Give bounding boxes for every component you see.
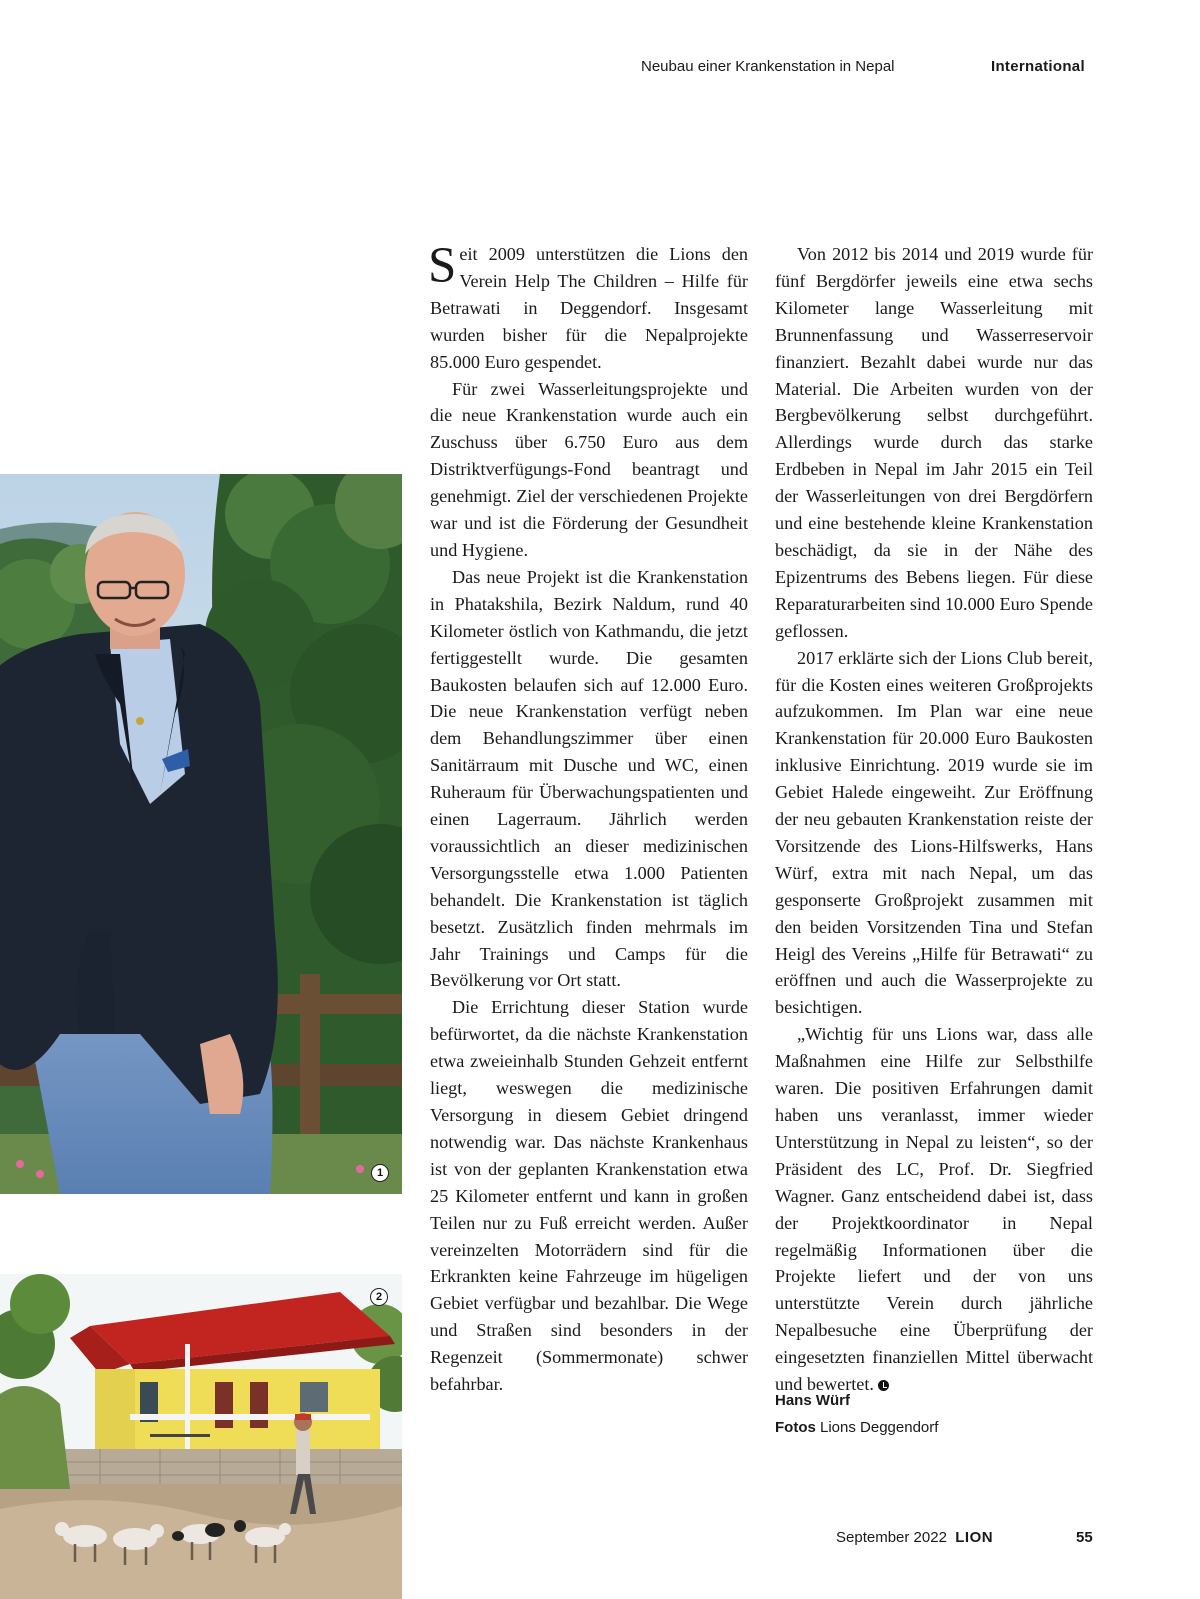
issue-date: September 2022 <box>836 1529 947 1546</box>
article-paragraph: „Wichtig für uns Lions war, dass alle Maßnahmen eine Hilfe zur Selbsthilfe waren. Die positiven Erfahrungen damit haben uns veranlasst, immer wieder Unterstützung in Nepal zu leisten“, so der Präsident des LC, Prof. Dr. Siegfried Wagner. Ganz entscheidend dabei ist, dass der Projektkoordinator in Nepal regelmäßig Informationen über die Projekte liefert und der von uns unterstützte Verein durch jährliche Nepalbesuche eine Überprüfung der eingesetzten finanziellen Mittel überwacht und bewertet. <box>775 1024 1093 1395</box>
page-number: 55 <box>1076 1529 1093 1546</box>
page-footer <box>0 1529 1200 1549</box>
article-paragraph: Seit 2009 unterstützen die Lions den Verein Help The Children – Hilfe für Betrawati in Deggendorf. Insgesamt wurden bisher für die Nepalprojekte 85.000 Euro gespendet. <box>428 238 748 372</box>
running-header <box>0 58 1200 80</box>
photo-badge-2: 2 <box>370 1288 388 1306</box>
article-paragraph: 2017 erklärte sich der Lions Club bereit, für die Kosten eines weiteren Großprojekts aufzukommen. Im Plan war eine neue Krankenstation für 20.000 Euro Baukosten inklusive Einrichtung. 2019 wurde sie im Gebiet Halede eingeweiht. Zur Eröffnung der neu gebauten Krankenstation reiste der Vorsitzende des Lions-Hilfswerks, Hans Würf, extra mit nach Nepal, um das gesponserte Großprojekt zusammen mit den beiden Vorsitzenden Tina und Stefan Heigl des Vereins „Hilfe für Betrawati“ zu eröffnen und auch die Wasserprojekte zu besichtigen. <box>775 647 1093 1018</box>
photo-health-station <box>0 1274 402 1599</box>
photo-credit-label: Fotos <box>775 1419 816 1436</box>
article-paragraph: Das neue Projekt ist die Krankenstation in Phatakshila, Bezirk Naldum, rund 40 Kilometer östlich von Kathmandu, die jetzt fertiggestellt wurde. Die gesamten Baukosten belaufen sich auf 12.000 Euro. Die neue Krankenstation verfügt neben dem Behandlungszimmer über einen Sanitärraum mit Dusche und WC, einen Ruheraum für Überwachungspatienten und einen Lagerraum. Jährlich werden voraussichtlich an dieser medizinischen Versorgungsstelle etwa 1.000 Patienten behandelt. Die Krankenstation ist täglich besetzt. Zusätzlich finden mehrmals im Jahr Trainings und Camps für die Bevölkerung vor Ort statt. <box>430 566 748 991</box>
article-paragraph: Von 2012 bis 2014 und 2019 wurde für fünf Bergdörfer jeweils eine etwa sechs Kilometer lange Wasserleitung mit Brunnenfassung und Wasserreservoir finanziert. Bezahlt dabei wurde nur das Material. Die Arbeiten wurden von der Bergbevölkerung selbst durchgeführt. Allerdings wurde durch das starke Erdbeben in Nepal im Jahr 2015 ein Teil der Wasserleitungen von drei Bergdörfern und eine bestehende kleine Krankenstation beschädigt, da sie in der Nähe des Epizentrums des Bebens liegen. Für diese Reparaturarbeiten sind 10.000 Euro Spende geflossen. <box>775 244 1093 641</box>
magazine-name: LION <box>955 1529 994 1546</box>
issue-info <box>836 1529 993 1546</box>
photo-portrait <box>0 474 402 1194</box>
photo-credit-source: Lions Deggendorf <box>820 1419 939 1436</box>
article-column-1 <box>428 238 748 1398</box>
article-paragraph: Für zwei Wasserleitungsprojekte und die neue Krankenstation wurde auch ein Zuschuss über 6.750 Euro aus dem Distriktverfügungs-Fond beantragt und genehmigt. Ziel der verschiedenen Projekte war und ist die Förderung der Gesundheit und Hygiene. <box>430 378 748 560</box>
article-column-2 <box>775 241 1093 1398</box>
photo-badge-1: 1 <box>371 1164 389 1182</box>
author-line <box>775 1392 1105 1409</box>
photo-credit <box>775 1419 1105 1436</box>
end-of-article-icon <box>878 1380 889 1391</box>
drop-cap: S <box>428 238 457 294</box>
header-topic: Neubau einer Krankenstation in Nepal <box>641 58 895 75</box>
header-section: International <box>991 58 1085 75</box>
article-paragraph: Die Errichtung dieser Station wurde befürwortet, da die nächste Krankenstation etwa zweieinhalb Stunden Gehzeit entfernt liegt, weswegen die medizinische Versorgung in diesem Gebiet dringend notwendig war. Das nächste Krankenhaus ist von der geplanten Krankenstation etwa 25 Kilometer entfernt und kann in großen Teilen nur zu Fuß erreicht werden. Außer vereinzelten Motorrädern sind für die Erkrankten keine Fahrzeuge im hügeligen Gebiet verfügbar und bezahlbar. Die Wege und Straßen sind besonders in der Regenzeit (Sommermonate) schwer befahrbar. <box>430 997 748 1395</box>
author-name: Hans Würf <box>775 1392 850 1409</box>
